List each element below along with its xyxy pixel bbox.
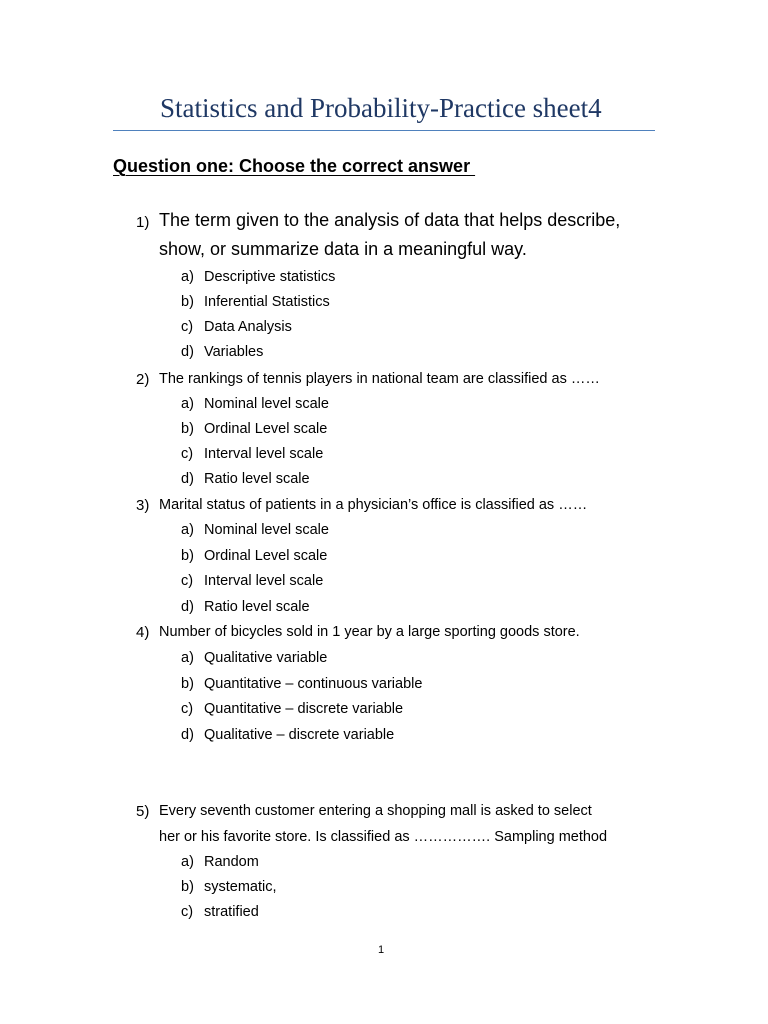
option-label: a) <box>181 854 194 870</box>
option-label: a) <box>181 650 194 666</box>
option-text: Data Analysis <box>204 319 292 335</box>
option-label: d) <box>181 727 194 743</box>
option-label: b) <box>181 879 194 895</box>
option-text: Interval level scale <box>204 446 324 462</box>
option-label: c) <box>181 701 194 717</box>
option-label: b) <box>181 548 194 564</box>
option-text: Ratio level scale <box>204 471 310 487</box>
option-text: Quantitative – discrete variable <box>204 701 404 717</box>
document-title: Statistics and Probability-Practice sheet4 <box>160 93 602 123</box>
option-label: a) <box>181 269 194 285</box>
option-label: b) <box>181 676 194 692</box>
option-label: c) <box>181 904 194 920</box>
option-label: c) <box>181 573 194 589</box>
question-text-line: The rankings of tennis players in national team are classified as …… <box>159 371 600 387</box>
option-label: d) <box>181 344 194 360</box>
option-text: Qualitative variable <box>204 650 328 666</box>
section-heading: Question one: Choose the correct answer <box>113 156 476 176</box>
question-text-line: Number of bicycles sold in 1 year by a large sporting goods store. <box>159 624 580 640</box>
question-text-line: her or his favorite store. Is classified as ……………. Sampling method <box>159 829 608 845</box>
question-text-line: Marital status of patients in a physician’s office is classified as …… <box>159 497 588 513</box>
option-text: Variables <box>204 344 264 360</box>
option-label: d) <box>181 599 194 615</box>
option-text: Ordinal Level scale <box>204 421 328 437</box>
option-text: Random <box>204 854 259 870</box>
option-text: Qualitative – discrete variable <box>204 727 395 743</box>
option-text: Nominal level scale <box>204 522 329 538</box>
option-text: Ordinal Level scale <box>204 548 328 564</box>
option-label: a) <box>181 522 194 538</box>
question-number: 1) <box>136 214 150 231</box>
option-text: systematic, <box>204 879 277 895</box>
question-number: 3) <box>136 497 150 514</box>
question-text-line: show, or summarize data in a meaningful way. <box>159 239 527 259</box>
title-underline-rule <box>113 130 655 131</box>
option-text: Interval level scale <box>204 573 324 589</box>
question-text-line: The term given to the analysis of data that helps describe, <box>159 210 621 230</box>
option-label: c) <box>181 446 194 462</box>
question-text-line: Every seventh customer entering a shopping mall is asked to select <box>159 803 592 819</box>
option-text: Ratio level scale <box>204 599 310 615</box>
option-text: Inferential Statistics <box>204 294 330 310</box>
option-text: Nominal level scale <box>204 396 329 412</box>
question-number: 4) <box>136 624 150 641</box>
question-number: 5) <box>136 803 150 820</box>
option-label: c) <box>181 319 194 335</box>
question-number: 2) <box>136 371 150 388</box>
option-text: stratified <box>204 904 259 920</box>
option-text: Descriptive statistics <box>204 269 336 285</box>
option-label: a) <box>181 396 194 412</box>
option-label: d) <box>181 471 194 487</box>
page-number: 1 <box>378 944 385 956</box>
option-label: b) <box>181 421 194 437</box>
option-label: b) <box>181 294 194 310</box>
option-text: Quantitative – continuous variable <box>204 676 423 692</box>
